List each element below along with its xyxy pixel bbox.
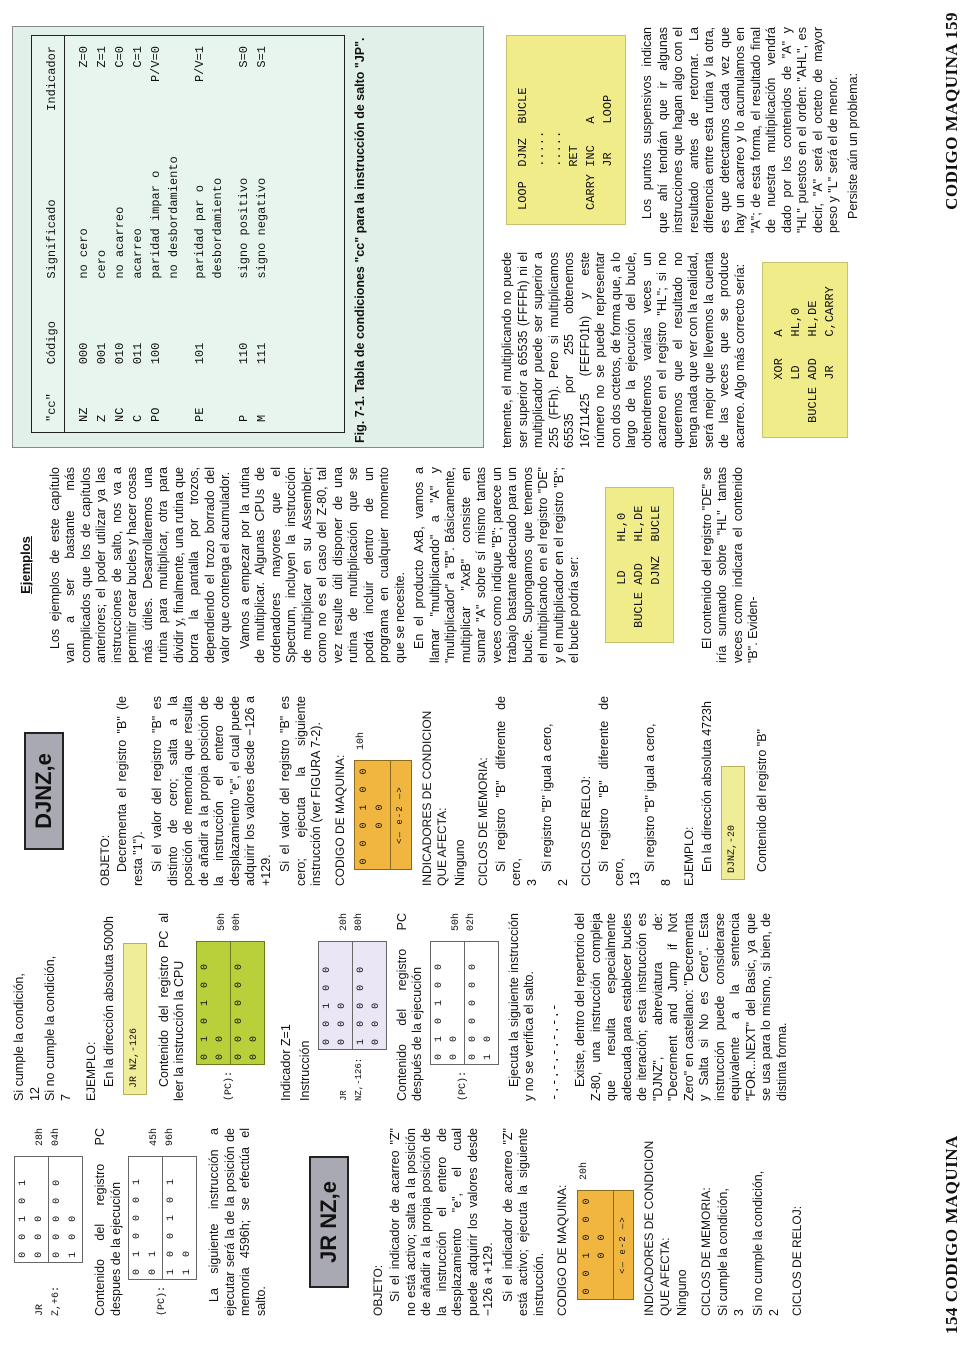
condition-text: Si cumple la condición, [12,973,26,1101]
condition-text: Si registro "B" igual a cero, [643,723,657,872]
section-heading: EJEMPLO: [84,1041,98,1101]
instruction-title: JR NZ,e [309,1156,349,1288]
hex-label: (PC): [224,1070,236,1101]
paragraph: temente, el multiplicando no puede ser superior a 65535 (FFFFh) ni el multiplicador puede ser superior a 255 (FFh). Pero si multiplicamos 65535 por 255 obtenemos 16711425 (FEFF01h) y este número no se puede representar con dos octetos, de forma que, a lo largo de la ejecución del bucle, obtendremos varias veces un acarreo en el registro "HL"; si no queremos que el resultado no tenga nada que ver con la realidad, será mejor que llevemos la cuenta de las veces que se produce acarreo. Algo más correcto sería: [500,252,747,448]
table-cell: 010 [113,342,127,365]
flag-text: Indicador Z=1 [278,1024,293,1101]
table-row [129,46,147,422]
table-body [65,36,271,432]
hex-value: 20h [578,1161,590,1180]
pc-hex [196,913,265,1101]
paragraph: Contenido del registro PC despues de la ejecución [93,1128,123,1316]
table-cell: signo negativo [255,177,269,279]
condition-text: Si cumple la condición, [716,1188,730,1316]
table-row [147,46,165,422]
paragraph: En la dirección absoluta 4723h [699,701,714,872]
table-cell: PE [193,407,207,422]
hex-value: 28h [35,1128,46,1147]
table-cell: 001 [95,342,109,365]
paragraph: Persiste aún un problema: [845,73,860,219]
section-heading: INDICADORES DE CONDICION QUE AFECTA: [419,710,449,886]
hex-label: (PC): [156,1285,168,1316]
paragraph: Decrementa el registro "B" (le resta "1"). [115,696,145,886]
paragraph: Si el valor del registro "B" es cero; ejecuta la siguiente instrucción (ver FIGURA 7-2). [278,696,323,886]
right-column-3 [500,27,865,233]
paragraph: Contenido del registro PC después de la ejecución [394,913,424,1101]
condition-text: Si registro "B" diferente de cero, [596,696,626,886]
table-row [209,46,227,422]
left-column-1 [12,1128,808,1316]
condition-text: Si no cumple la condición, [751,1170,765,1316]
paragraph: La siguiente instrucción a ejecutar será la de la posición de memoria 4596h; se efectúa el salto. [207,1128,268,1316]
value-text: 2 [766,1309,781,1316]
ejemplos-column [12,467,766,663]
left-column-3 [12,696,774,886]
code-listing: LD HL,0 BUCLE ADD HL,DE DJNZ BUCLE [605,487,674,643]
section-heading: CODIGO DE MAQUINA: [555,1184,569,1316]
table-cell: no cero [77,228,91,279]
condition-text: Si no cumple la condición, [43,955,57,1101]
table-cell: S=1 [255,46,269,68]
paragraph: Si el indicador de acarreo "Z" está activo; ejecuta la siguiente instrucción. [500,1128,546,1316]
hex-byte: 0 0 0 0 0 0 0 0 [231,941,265,1065]
paragraph: Ejecuta la siguiente instrucción y no se verifica el salto. [506,913,536,1101]
table-cell: no desbordamiento [167,156,181,279]
paragraph: Contenido del registro PC al leer la instrucción la CPU [156,913,186,1101]
paragraph: Vamos a empezar por la rutina de multiplicar. Algunas CPUs de ordenadores mayores que el Spectrum, incluyen la instrucción de multiplicar en su Assembler; como no es el caso del Z-80, tal vez resulte útil disponer de una rutina de multiplicación que se podrá incluir dentro de un programa en cualquier momento que se necesite. [237,467,407,663]
paragraph: Existe, dentro del repertorio del Z-80, una instrucción compleja que resulta especialmente adecuada para establecer bucles de iteración; esta instrucción es "DJNZ", abreviatura de: "Decrement and Jump if Not Zero" en castellano: "Decrementa y Salta si No es Cero". Esta instrucción puede considerarse equivalente a la sentencia "FOR...NEXT" del Basic, ya que se usa para lo mismo, si bien, de distinta forma. [573,913,789,1101]
value-text: 2 [555,879,570,886]
section-heading: CICLOS DE RELOJ: [790,1205,804,1316]
table-row [111,46,129,422]
table-cell: paridad par o [193,185,207,279]
code-listing: LOOP DJNZ BUCLE ..... ..... RET CARRY INC A JR LOOP [506,35,626,225]
hex-label: (PC): [458,1070,470,1101]
table-row [75,46,93,422]
left-column-2 [12,913,794,1101]
table-header-row [40,46,64,422]
table-cell: M [255,414,269,422]
table-cell: NZ [77,407,91,422]
section-title: Ejemplos [18,536,33,594]
paragraph: Si el indicador de acarreo "Z" no está activo; salta a la posición de añadir a la propia posición de la instrucción el entero de desplazamiento "e", el cual puede adquirir los valores desde −126 a +129. [388,1128,495,1316]
code-snippet: JR NZ,-126 [123,943,147,1095]
hex-value: 80h [354,913,365,932]
table-cell: signo positivo [237,177,251,279]
value-text: 7 [58,1094,73,1101]
hex-label: JR Z,+6: [35,1285,62,1316]
table-cell: S=0 [237,46,251,68]
table-cell: C=1 [131,46,145,68]
hex-byte: 0 0 1 0 1 0 0 0 [14,1156,49,1263]
hex-value: 04h [50,1128,62,1147]
hex-value: 02h [466,913,477,932]
value-text: 8 [658,879,673,886]
section-heading: INDICADORES DE CONDICION QUE AFECTA: [642,1140,672,1316]
code-snippet: DJNZ,-20 [721,766,745,880]
table-cell: cero [95,249,109,279]
condition-text: Si registro "B" diferente de cero, [493,696,523,886]
table-cell: C [131,414,145,422]
pc-hex [430,913,499,1101]
table-header [32,36,65,432]
table-cell: no acarreo [113,206,127,279]
offset-byte: <— e-2 —> [391,760,412,870]
paragraph: Los puntos suspensivos indican que ahí tendrán que ir algunas instrucciones que hagan algo con el resultado antes de retornar. La diferencia entre esta rutina y la otra, es que detectamos cada vez que hay un acarreo y lo acumulamos en "A"; de esta forma, el resultado final de nuestra multiplicación vendrá dado por los contenidos de "A" y "HL" puestos en el orden: "AHL", es decir, "A" será el octeto de mayor peso y "L" será el de menor. [640,27,840,233]
jr-z-hex [14,1128,83,1316]
hex-byte: 0 0 1 0 0 0 0 0 [318,941,353,1050]
hex-value: 96h [164,1128,176,1147]
opcode-byte: 0 0 1 0 0 0 0 0 [577,1190,614,1300]
table-cell: paridad impar o [149,170,163,279]
table-cell: NC [113,407,127,422]
table-cell: 000 [77,342,91,365]
value-text: Ninguno [452,839,467,886]
label-text: Instrucción [298,1040,312,1101]
hex-label: JR NZ,-126: [338,1057,364,1101]
table-cell: Z=1 [95,46,109,68]
right-column-2 [500,252,862,448]
table-header-cell: Código [45,321,59,365]
table-row [253,46,271,422]
section-heading: CICLOS DE MEMORIA: [698,1187,713,1316]
section-heading: CODIGO DE MAQUINA: [332,754,347,886]
table-cell: P/V=0 [149,46,163,83]
section-heading: EJEMPLO: [682,826,696,886]
hex-value: 20h [338,913,350,932]
hex-value: 50h [216,913,228,932]
table-cell: 101 [193,342,207,365]
table-cell: C=0 [113,46,127,68]
paragraph: Si el valor del registro "B" es distinto de cero; salta a la posición de memoria que resulta de añadir a la propia posición de la instrucción el entero de desplazamiento "e", el cual puede adquirir los valores desde −126 a +129. [150,696,273,886]
table-header-cell: "cc" [45,393,59,422]
table-cell: PO [149,407,163,422]
value-text: 12 [27,1087,42,1101]
offset-byte: <— e-2 —> [614,1190,635,1300]
hex-value: 10h [356,731,367,750]
condition-text: Si registro "B" igual a cero, [540,723,554,872]
hex-byte: 0 0 0 0 0 0 1 0 [465,941,499,1065]
hex-byte: 0 1 0 1 0 0 0 0 [430,941,465,1065]
paragraph: Contenido del registro "B" [754,729,769,872]
hex-byte: 0 0 0 0 0 1 0 0 [49,1156,83,1263]
section-heading: OBJETO: [370,1264,385,1316]
table-cell: P [237,414,251,422]
table-cell: Z [95,414,109,422]
code-listing: XOR A LD HL,0 BUCLE ADD HL,DE JR C,CARRY [762,262,848,438]
jr-hex [318,913,387,1101]
hex-byte: 0 1 0 1 0 0 0 0 [196,941,231,1065]
table-cell: 100 [149,342,163,365]
value-text: 3 [524,879,539,886]
value-text: 3 [731,1309,746,1316]
section-heading: OBJETO: [97,834,112,886]
page-footer: 154 CODIGO MAQUINA [942,1135,961,1334]
table-row [235,46,253,422]
page-footer: CODIGO MAQUINA 159 [942,12,961,210]
hex-byte: 1 0 0 0 0 0 0 0 [353,941,387,1050]
table-header-cell: Indicador [45,46,59,111]
machine-code [354,696,412,870]
paragraph: El contenido del registro "DE" se iría sumando sobre "HL" tantas veces como indicara el contenido "B". Eviden- [699,467,760,663]
table-cell: 111 [255,342,269,365]
hex-byte: 1 0 0 1 0 1 1 0 [163,1156,197,1280]
table-cell: 110 [237,342,251,365]
table-cell: 011 [131,342,145,365]
figure-caption: Fig. 7-1. Tabla de condiciones "cc" para la instrucción de salto "JP". [353,37,367,443]
table-cell: acarreo [131,228,145,279]
condition-table [31,35,345,433]
table-row [93,46,111,422]
paragraph: En la dirección absoluta 5000h [101,916,116,1087]
opcode-byte: 0 0 0 1 0 0 0 0 [354,760,391,870]
machine-code [577,1128,635,1300]
table-row [191,46,209,422]
pc-hex [128,1128,197,1316]
section-heading: CICLOS DE RELOJ: [579,775,593,886]
separator: -.-.-.-.-.-.- [547,1003,562,1101]
paragraph: Los ejemplos de este capítulo van a ser bastante más complicados que los de capítulos anteriores; el poder utilizar ya las instrucciones de salto, nos va a permitir crear bucles y hacer cosas más útiles. Desarrollaremos una rutina para multiplicar, otra para dividir y, finalmente, una rutina que borra la pantalla por trozos, dependiendo el trozo borrado del valor que contenga el acumulador. [47,467,232,663]
table-cell: P/V=1 [193,46,207,83]
left-page [0,673,970,1346]
value-text: 13 [627,872,642,886]
table-row [165,46,183,422]
value-text: Ninguno [675,1269,689,1316]
hex-value: 45h [149,1128,160,1147]
section-heading: CICLOS DE MEMORIA: [476,757,490,886]
hex-value: 50h [450,913,462,932]
paragraph: En el producto AxB, vamos a llamar "multiplicando" a "A" y "multiplicador" a "B". Básicamente, multiplicar "AxB" consiste en sumar "A" sobre sí mismo tantas veces como indique "B"; parece un trabajo bastante adecuado para un bucle. Supongamos que tenemos el multiplicando en el registro "DE" y el multiplicador en el registro "B"; el bucle podría ser: [412,467,581,663]
hex-byte: 0 1 0 0 0 1 0 1 [128,1156,163,1280]
table-cell: desbordamiento [211,177,225,279]
table-cell: Z=0 [77,46,91,68]
instruction-title: DJNZ,e [24,732,64,850]
hex-value: 00h [232,913,243,932]
table-header-cell: Significado [45,199,59,279]
condition-table-figure [12,26,484,448]
